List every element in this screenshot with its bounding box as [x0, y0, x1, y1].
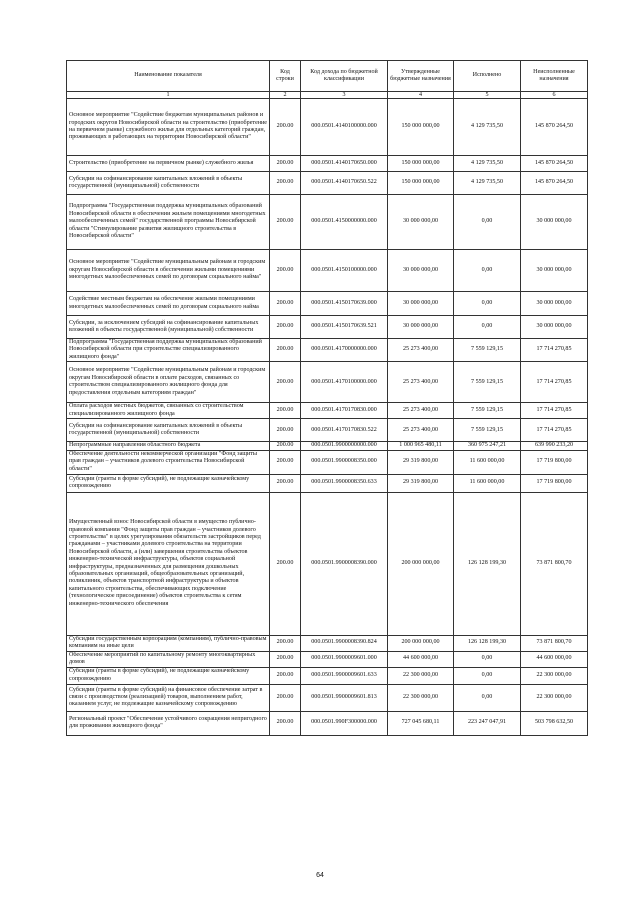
row-name: Основное мероприятие "Содействие бюджетам муниципальных районов и городских округов Новосибирской области на строительство (приобретение на первичном рынке) служебного жилья для отдельных категорий граждан, проживающих в работающих на территории Новосибирской области" — [67, 99, 270, 156]
row-name: Содействие местным бюджетам на обеспечение жилыми помещениями многодетных малообеспеченных семей по договорам социального найма — [67, 292, 270, 316]
row-executed: 7 559 129,15 — [454, 339, 521, 362]
row-name: Основное мероприятие "Содействие муниципальным районам и городским округам Новосибирской области в оплате расходов, связанных со строительством специализированного жилищного фонда для предоставления отдельным категориям граждан" — [67, 362, 270, 403]
header-income-code: Код дохода по бюджетной классификации — [301, 61, 388, 92]
row-line-code: 200.00 — [270, 403, 301, 419]
table-row — [67, 450, 588, 474]
table-row — [67, 474, 588, 492]
header-remaining: Неисполненные назначения — [521, 61, 588, 92]
row-income-code: 000.0501.9900009601.813 — [301, 684, 388, 711]
row-income-code: 000.0501.4140170650.000 — [301, 156, 388, 172]
row-remaining: 17 714 270,85 — [521, 339, 588, 362]
row-name: Строительство (приобретение на первичном рынке) служебного жилья — [67, 156, 270, 172]
row-executed: 0,00 — [454, 651, 521, 667]
row-approved: 1 000 965 480,11 — [388, 442, 454, 450]
row-executed: 360 975 247,21 — [454, 442, 521, 450]
row-income-code: 000.0501.4170100000.000 — [301, 362, 388, 403]
row-line-code: 200.00 — [270, 419, 301, 442]
table-row — [67, 316, 588, 339]
row-approved: 30 000 000,00 — [388, 250, 454, 292]
table-row — [67, 250, 588, 292]
row-income-code: 000.0501.4170170830.522 — [301, 419, 388, 442]
row-line-code: 200.00 — [270, 667, 301, 684]
table-row — [67, 156, 588, 172]
row-approved: 44 600 000,00 — [388, 651, 454, 667]
row-remaining: 73 871 800,70 — [521, 492, 588, 635]
row-approved: 200 000 000,00 — [388, 635, 454, 651]
row-remaining: 145 870 264,50 — [521, 156, 588, 172]
row-line-code: 200.00 — [270, 362, 301, 403]
row-executed: 4 129 735,50 — [454, 172, 521, 195]
row-executed: 0,00 — [454, 195, 521, 250]
row-income-code: 000.0501.4150000000.000 — [301, 195, 388, 250]
row-remaining: 30 000 000,00 — [521, 316, 588, 339]
row-remaining: 30 000 000,00 — [521, 250, 588, 292]
report-sheet — [66, 60, 587, 736]
row-executed: 11 600 000,00 — [454, 474, 521, 492]
row-line-code: 200.00 — [270, 339, 301, 362]
row-executed: 126 128 199,30 — [454, 635, 521, 651]
row-remaining: 17 719 800,00 — [521, 450, 588, 474]
row-approved: 29 319 800,00 — [388, 450, 454, 474]
row-executed: 4 129 735,50 — [454, 156, 521, 172]
row-approved: 25 273 400,00 — [388, 339, 454, 362]
row-approved: 30 000 000,00 — [388, 292, 454, 316]
row-income-code: 000.0501.4150170639.000 — [301, 292, 388, 316]
row-name: Субсидии (гранты в форме субсидий), не подлежащие казначейскому сопровождению — [67, 667, 270, 684]
row-approved: 25 273 400,00 — [388, 362, 454, 403]
row-executed: 0,00 — [454, 316, 521, 339]
row-line-code: 200.00 — [270, 292, 301, 316]
row-approved: 25 273 400,00 — [388, 403, 454, 419]
table-row — [67, 172, 588, 195]
header-executed: Исполнено — [454, 61, 521, 92]
row-line-code: 200.00 — [270, 450, 301, 474]
column-number: 6 — [521, 92, 588, 99]
row-executed: 223 247 047,91 — [454, 711, 521, 735]
table-row — [67, 362, 588, 403]
column-number-row — [67, 92, 588, 99]
row-line-code: 200.00 — [270, 99, 301, 156]
row-income-code: 000.0501.9900009601.000 — [301, 651, 388, 667]
row-line-code: 200.00 — [270, 651, 301, 667]
row-name: Субсидии, за исключением субсидий на софинансирование капитальных вложений в объекты государственной (муниципальной) собственности — [67, 316, 270, 339]
row-remaining: 73 871 800,70 — [521, 635, 588, 651]
row-line-code: 200.00 — [270, 711, 301, 735]
row-income-code: 000.0501.4150100000.000 — [301, 250, 388, 292]
row-name: Имущественный взнос Новосибирской области в имущество публично-правовой компании "Фонд защиты прав граждан – участников долевого строительства" в целях урегулирования обязательств застройщиков перед гражданами – участниками долевого строительства на территории Новосибирской области, а (или) завершения строительства объектов инженерно-технической инфраструктуры, объектов социальной инфраструктуры, предназначенных для размещения дошкольных образовательных организаций, общеобразовательных организаций, поликлиник, объектов транспортной инфраструктуры и объектов капитального строительства, обеспечивающих подключение (технологическое присоединение) объектов строительства к сетям инженерно-технического обеспечения — [67, 492, 270, 635]
row-name: Непрограммные направления областного бюджета — [67, 442, 270, 450]
row-executed: 4 129 735,50 — [454, 99, 521, 156]
row-executed: 126 128 199,30 — [454, 492, 521, 635]
row-remaining: 145 870 264,50 — [521, 172, 588, 195]
table-row — [67, 684, 588, 711]
table-row — [67, 651, 588, 667]
row-income-code: 000.0501.9900008390.000 — [301, 492, 388, 635]
row-approved: 22 300 000,00 — [388, 667, 454, 684]
row-remaining: 22 300 000,00 — [521, 667, 588, 684]
row-approved: 150 000 000,00 — [388, 99, 454, 156]
row-line-code: 200.00 — [270, 635, 301, 651]
row-income-code: 000.0501.4140100000.000 — [301, 99, 388, 156]
row-approved: 200 000 000,00 — [388, 492, 454, 635]
row-line-code: 200.00 — [270, 250, 301, 292]
table-row — [67, 403, 588, 419]
table-row — [67, 419, 588, 442]
header-row — [67, 61, 588, 92]
row-executed: 0,00 — [454, 667, 521, 684]
row-income-code: 000.0501.990F300000.000 — [301, 711, 388, 735]
row-approved: 25 273 400,00 — [388, 419, 454, 442]
row-name: Подпрограмма "Государственная поддержка муниципальных образований Новосибирской области в обеспечении жильем помещениями многодетных малообеспеченных семей" государственной программы Новосибирской области "Стимулирование развития жилищного строительства в Новосибирской области" — [67, 195, 270, 250]
column-number: 3 — [301, 92, 388, 99]
header-approved: Утвержденные бюджетные назначения — [388, 61, 454, 92]
row-approved: 150 000 000,00 — [388, 156, 454, 172]
table-row — [67, 195, 588, 250]
row-remaining: 145 870 264,50 — [521, 99, 588, 156]
table-row — [67, 99, 588, 156]
row-executed: 7 559 129,15 — [454, 419, 521, 442]
row-name: Субсидии (гранты в форме субсидий) на финансовое обеспечение затрат в связи с производством (реализацией) товаров, выполнением работ, оказанием услуг, не подлежащие казначейскому сопровождению — [67, 684, 270, 711]
row-approved: 150 000 000,00 — [388, 172, 454, 195]
row-income-code: 000.0501.4170000000.000 — [301, 339, 388, 362]
row-remaining: 17 714 270,85 — [521, 403, 588, 419]
column-number: 1 — [67, 92, 270, 99]
row-income-code: 000.0501.9900008350.000 — [301, 450, 388, 474]
row-remaining: 503 798 632,50 — [521, 711, 588, 735]
row-name: Оплата расходов местных бюджетов, связанных со строительством специализированного жилищного фонда — [67, 403, 270, 419]
row-line-code: 200.00 — [270, 474, 301, 492]
row-executed: 0,00 — [454, 684, 521, 711]
header-line-code: Код строки — [270, 61, 301, 92]
table-row — [67, 339, 588, 362]
row-remaining: 30 000 000,00 — [521, 195, 588, 250]
table-row — [67, 635, 588, 651]
row-approved: 22 300 000,00 — [388, 684, 454, 711]
row-line-code: 200.00 — [270, 195, 301, 250]
table-row — [67, 442, 588, 450]
row-approved: 30 000 000,00 — [388, 316, 454, 339]
row-income-code: 000.0501.4170170830.000 — [301, 403, 388, 419]
table-row — [67, 711, 588, 735]
table-row — [67, 492, 588, 635]
row-executed: 11 600 000,00 — [454, 450, 521, 474]
row-line-code: 200.00 — [270, 492, 301, 635]
row-executed: 7 559 129,15 — [454, 362, 521, 403]
row-executed: 0,00 — [454, 250, 521, 292]
row-name: Обеспечение деятельности некоммерческой организации "Фонд защиты прав граждан – участников долевого строительства Новосибирской области" — [67, 450, 270, 474]
row-remaining: 22 300 000,00 — [521, 684, 588, 711]
row-name: Субсидии (гранты в форме субсидий), не подлежащие казначейскому сопровождению — [67, 474, 270, 492]
budget-execution-table — [66, 60, 588, 736]
row-remaining: 17 714 270,85 — [521, 362, 588, 403]
row-line-code: 200.00 — [270, 684, 301, 711]
row-remaining: 17 714 270,85 — [521, 419, 588, 442]
row-approved: 727 045 680,11 — [388, 711, 454, 735]
row-remaining: 44 600 000,00 — [521, 651, 588, 667]
row-name: Региональный проект "Обеспечение устойчивого сокращения непригодного для проживания жилищного фонда" — [67, 711, 270, 735]
row-approved: 29 319 800,00 — [388, 474, 454, 492]
row-income-code: 000.0501.9900009601.633 — [301, 667, 388, 684]
row-remaining: 17 719 800,00 — [521, 474, 588, 492]
row-income-code: 000.0501.9900008390.824 — [301, 635, 388, 651]
row-remaining: 639 990 233,20 — [521, 442, 588, 450]
page-number: 64 — [316, 872, 324, 879]
row-name: Подпрограмма "Государственная поддержка муниципальных образований Новосибирской области при строительстве специализированного жилищного фонда" — [67, 339, 270, 362]
table-row — [67, 292, 588, 316]
row-income-code: 000.0501.4150170639.521 — [301, 316, 388, 339]
row-line-code: 200.00 — [270, 156, 301, 172]
row-name: Субсидии на софинансирование капитальных вложений в объекты государственной (муниципальной) собственности — [67, 419, 270, 442]
row-name: Субсидии на софинансирование капитальных вложений в объекты государственной (муниципальной) собственности — [67, 172, 270, 195]
table-row — [67, 667, 588, 684]
column-number: 2 — [270, 92, 301, 99]
row-income-code: 000.0501.9900008350.633 — [301, 474, 388, 492]
row-name: Субсидии государственным корпорациям (компаниям), публично-правовым компаниям на иные цели — [67, 635, 270, 651]
row-line-code: 200.00 — [270, 442, 301, 450]
row-line-code: 200.00 — [270, 316, 301, 339]
row-executed: 7 559 129,15 — [454, 403, 521, 419]
table-body — [67, 99, 588, 736]
row-executed: 0,00 — [454, 292, 521, 316]
header-indicator-name: Наименование показателя — [67, 61, 270, 92]
row-approved: 30 000 000,00 — [388, 195, 454, 250]
row-income-code: 000.0501.4140170650.522 — [301, 172, 388, 195]
row-name: Обеспечение мероприятий по капитальному ремонту многоквартирных домов — [67, 651, 270, 667]
row-line-code: 200.00 — [270, 172, 301, 195]
row-name: Основное мероприятие "Содействие муниципальным районам и городским округам Новосибирской области в обеспечении жилыми помещениями многодетных малообеспеченных семей по договорам социального найма" — [67, 250, 270, 292]
row-remaining: 30 000 000,00 — [521, 292, 588, 316]
column-number: 5 — [454, 92, 521, 99]
column-number: 4 — [388, 92, 454, 99]
row-income-code: 000.0501.9900000000.000 — [301, 442, 388, 450]
